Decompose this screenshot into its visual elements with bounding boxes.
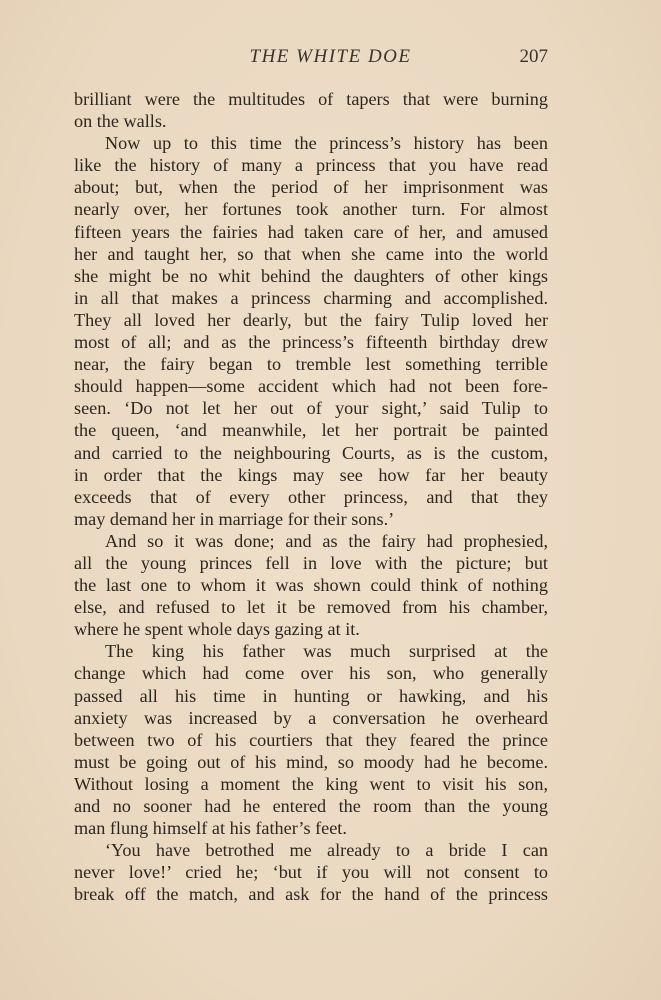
text-line: she might be no whit behind the daughters of other kings: [74, 265, 548, 286]
text-line: ‘You have betrothed me already to a bride I can: [105, 840, 548, 861]
text-line: change which had come over his son, who generally: [74, 663, 548, 684]
text-line: man flung himself at his father’s feet.: [74, 818, 347, 839]
text-line: They all loved her dearly, but the fairy Tulip loved her: [74, 309, 548, 330]
text-line: and no sooner had he entered the room than the young: [74, 796, 548, 816]
text-line: the queen, ‘and meanwhile, let her portrait be painted: [74, 420, 548, 441]
text-line: nearly over, her fortunes took another turn. For almost: [74, 199, 548, 220]
text-line: seen. ‘Do not let her out of your sight,’ said Tulip to: [74, 398, 548, 419]
text-line: all the young princes fell in love with the picture; but: [74, 552, 548, 573]
page-number: 207: [519, 46, 548, 67]
text-line: Without losing a moment the king went to visit his son,: [74, 773, 548, 794]
text-line: in order that the kings may see how far her beauty: [74, 464, 548, 485]
text-line: between two of his courtiers that they feared the prince: [74, 729, 548, 750]
text-line: most of all; and as the princess’s fifteenth birthday drew: [74, 332, 548, 353]
text-line: Now up to this time the princess’s history has been: [105, 133, 548, 154]
text-line: like the history of many a princess that you have read: [74, 155, 548, 176]
text-line: on the walls.: [74, 111, 167, 132]
text-line: her and taught her, so that when she came into the world: [74, 243, 548, 264]
text-line: else, and refused to let it be removed from his chamber,: [74, 597, 548, 618]
text-line: may demand her in marriage for their sons.’: [74, 508, 395, 529]
running-title: THE WHITE DOE: [249, 46, 412, 67]
text-line: exceeds that of every other princess, and that they: [74, 486, 548, 507]
running-head: [0, 46, 661, 72]
text-line: And so it was done; and as the fairy had prophesied,: [105, 530, 548, 551]
text-line: where he spent whole days gazing at it.: [74, 619, 360, 640]
text-line: near, the fairy began to tremble lest something terrible: [74, 354, 548, 375]
text-line: about; but, when the period of her imprisonment was: [74, 177, 548, 198]
text-line: passed all his time in hunting or hawking, and his: [74, 685, 548, 706]
text-line: brilliant were the multitudes of tapers that were burning: [74, 89, 548, 109]
body-text: [74, 88, 548, 905]
text-line: break off the match, and ask for the hand of the princess: [74, 884, 548, 905]
text-line: and carried to the neighbouring Courts, as is the custom,: [74, 442, 548, 463]
text-line: must be going out of his mind, so moody had he become.: [74, 751, 548, 772]
text-line: in all that makes a princess charming and accomplished.: [74, 287, 548, 308]
text-line: never love!’ cried he; ‘but if you will not consent to: [74, 862, 548, 883]
text-line: the last one to whom it was shown could think of nothing: [74, 575, 548, 596]
text-line: fifteen years the fairies had taken care of her, and amused: [74, 221, 548, 242]
text-line: should happen—some accident which had not been fore-: [74, 376, 548, 397]
text-line: anxiety was increased by a conversation he overheard: [74, 707, 548, 728]
text-line: The king his father was much surprised at the: [105, 641, 548, 662]
